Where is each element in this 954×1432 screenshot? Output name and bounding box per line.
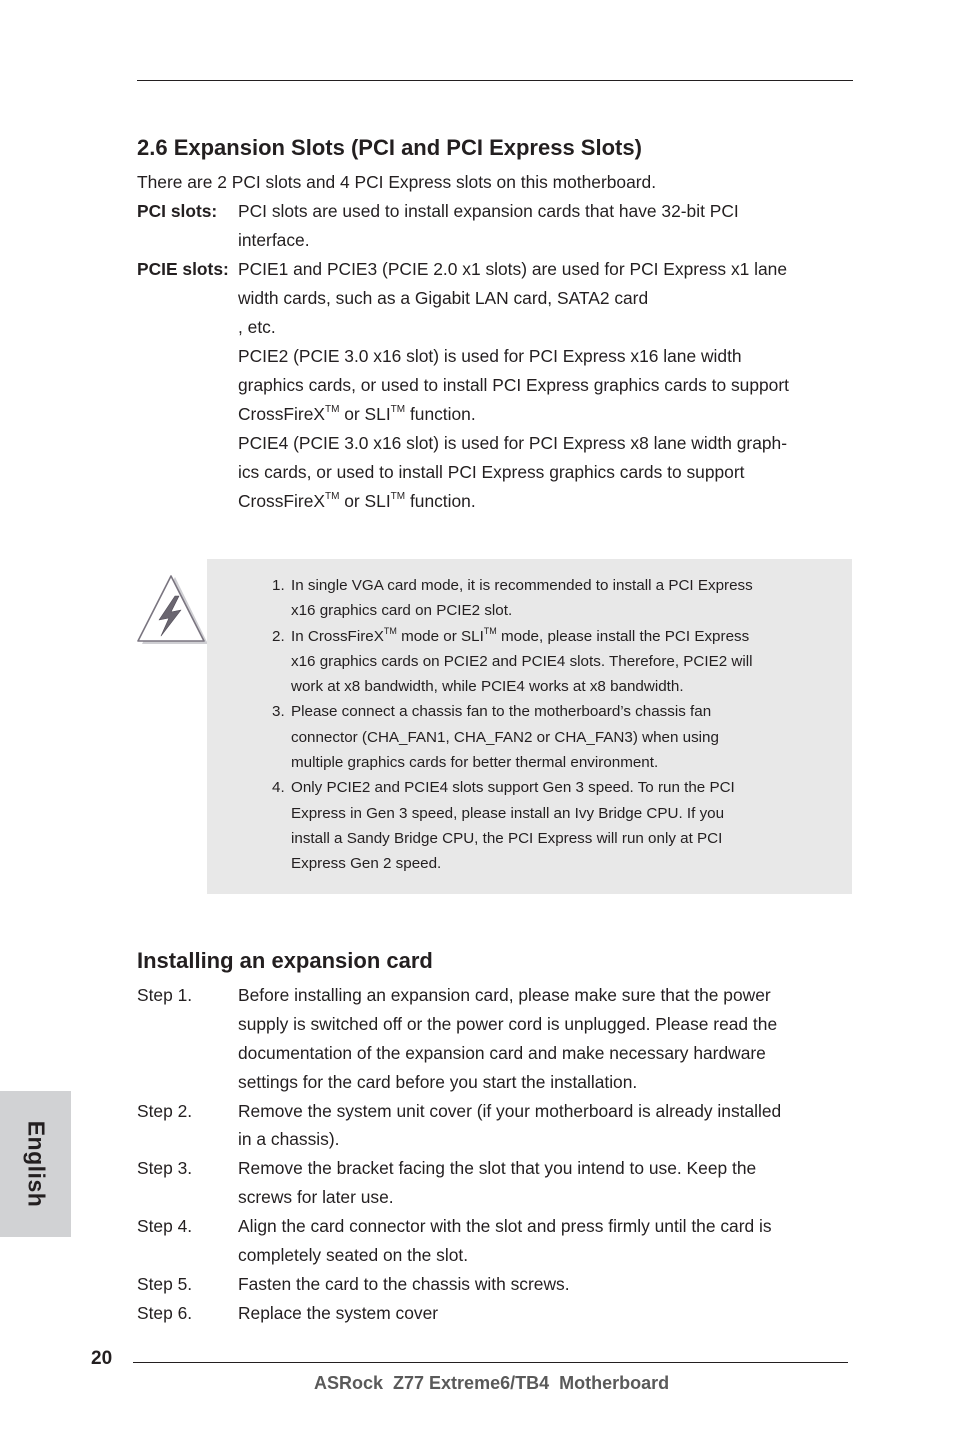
note-line: In single VGA card mode, it is recommended to install a PCI Express xyxy=(291,577,753,594)
step-line: Remove the system unit cover (if your motherboard is already installed xyxy=(238,1100,782,1121)
install-step xyxy=(137,1299,853,1328)
step-label: Step 6. xyxy=(137,1302,193,1323)
sli-text: or SLI xyxy=(339,491,391,511)
note-line: Express in Gen 3 speed, please install an Ivy Bridge CPU. If you xyxy=(291,804,725,822)
note-number: 2. xyxy=(272,627,285,645)
pcie-line xyxy=(238,400,853,429)
note-number: 3. xyxy=(272,703,285,721)
install-step xyxy=(137,1270,853,1299)
pci-line: interface. xyxy=(238,230,310,250)
warning-triangle-lightning-icon xyxy=(135,574,209,646)
step-line: in a chassis). xyxy=(238,1129,340,1150)
pcie-line: PCIE2 (PCIE 3.0 x16 slot) is used for PCI Express x16 lane width xyxy=(238,346,742,366)
language-tab xyxy=(0,1091,71,1237)
notes-list xyxy=(272,573,753,877)
trademark-mark: TM xyxy=(483,625,497,636)
note-line: Only PCIE2 and PCIE4 slots support Gen 3 speed. To run the PCI xyxy=(291,779,735,797)
step-line: screws for later use. xyxy=(238,1187,394,1208)
note-text: mode, please install the PCI Express xyxy=(496,627,750,645)
step-line: settings for the card before you start the installation. xyxy=(238,1071,638,1092)
pcie-slots-definition xyxy=(137,255,853,516)
note-line: work at x8 bandwidth, while PCIE4 works at x8 bandwidth. xyxy=(291,678,684,696)
pcie-line: , etc. xyxy=(238,317,276,337)
pci-line: PCI slots are used to install expansion cards that have 32-bit PCI xyxy=(238,201,739,221)
pcie-line: width cards, such as a Gigabit LAN card, SATA2 card xyxy=(238,288,649,308)
pcie-line: PCIE1 and PCIE3 (PCIE 2.0 x1 slots) are used for PCI Express x1 lane xyxy=(238,259,788,279)
install-step xyxy=(137,1212,853,1270)
pcie-slots-description xyxy=(238,255,853,516)
trademark-mark: TM xyxy=(383,625,397,636)
step-line: Remove the bracket facing the slot that you intend to use. Keep the xyxy=(238,1158,757,1179)
step-line: Replace the system cover xyxy=(238,1302,439,1323)
trademark-mark: TM xyxy=(324,491,340,503)
pcie-slots-term: PCIE slots: xyxy=(137,259,229,279)
note-line: Express Gen 2 speed. xyxy=(291,855,442,873)
note-number: 1. xyxy=(272,577,285,594)
section-title: 2.6 Expansion Slots (PCI and PCI Express Slots) xyxy=(137,135,642,160)
note-item xyxy=(272,775,753,876)
sli-text: or SLI xyxy=(339,404,391,424)
note-line xyxy=(291,624,752,649)
pcie-line xyxy=(238,487,853,516)
crossfirex-text: CrossFireX xyxy=(238,404,325,424)
step-line: supply is switched off or the power cord is unplugged. Please read the xyxy=(238,1013,778,1034)
trademark-mark: TM xyxy=(390,404,406,416)
header-rule xyxy=(137,80,853,81)
note-item xyxy=(272,699,753,775)
note-line: Please connect a chassis fan to the motherboard’s chassis fan xyxy=(291,703,712,721)
step-line: Before installing an expansion card, please make sure that the power xyxy=(238,985,771,1005)
step-line: Align the card connector with the slot and press firmly until the card is xyxy=(238,1216,772,1237)
note-number: 4. xyxy=(272,779,285,797)
pcie-line: PCIE4 (PCIE 3.0 x16 slot) is used for PCI Express x8 lane width graph- xyxy=(238,433,788,453)
pci-slots-description xyxy=(238,197,853,255)
page-number: 20 xyxy=(91,1348,113,1369)
note-line: multiple graphics cards for better thermal environment. xyxy=(291,754,659,772)
trademark-mark: TM xyxy=(324,404,340,416)
note-line: x16 graphics cards on PCIE2 and PCIE4 slots. Therefore, PCIE2 will xyxy=(291,652,753,670)
install-step xyxy=(137,1154,853,1212)
pci-slots-term: PCI slots: xyxy=(137,201,218,221)
step-line: completely seated on the slot. xyxy=(238,1245,469,1266)
crossfirex-text: CrossFireX xyxy=(238,491,325,511)
step-label: Step 2. xyxy=(137,1100,193,1121)
note-text: mode or SLI xyxy=(396,627,484,645)
pcie-line: graphics cards, or used to install PCI Express graphics cards to support xyxy=(238,375,789,395)
note-item xyxy=(272,624,753,700)
trademark-mark: TM xyxy=(390,491,406,503)
install-step xyxy=(137,981,853,1097)
install-steps xyxy=(137,981,853,1328)
install-title: Installing an expansion card xyxy=(137,948,433,973)
section-intro: There are 2 PCI slots and 4 PCI Express slots on this motherboard. xyxy=(137,172,657,192)
note-text: In CrossFireX xyxy=(291,627,384,645)
note-line: install a Sandy Bridge CPU, the PCI Express will run only at PCI xyxy=(291,829,723,847)
footer-rule xyxy=(133,1362,848,1363)
pcie-line: ics cards, or used to install PCI Express graphics cards to support xyxy=(238,462,745,482)
step-label: Step 3. xyxy=(137,1158,193,1179)
function-text: function. xyxy=(405,491,476,511)
install-step xyxy=(137,1097,853,1155)
note-line: connector (CHA_FAN1, CHA_FAN2 or CHA_FAN3) when using xyxy=(291,728,719,746)
step-label: Step 4. xyxy=(137,1216,193,1237)
function-text: function. xyxy=(405,404,476,424)
pci-slots-definition xyxy=(137,197,853,255)
step-label: Step 5. xyxy=(137,1273,193,1294)
note-line: x16 graphics card on PCIE2 slot. xyxy=(291,602,513,620)
footer-product-name: ASRock Z77 Extreme6/TB4 Motherboard xyxy=(314,1373,670,1393)
language-label: English xyxy=(23,1120,49,1208)
step-line: Fasten the card to the chassis with screws. xyxy=(238,1273,570,1294)
note-item xyxy=(272,573,753,624)
step-line: documentation of the expansion card and make necessary hardware xyxy=(238,1042,766,1063)
step-label: Step 1. xyxy=(137,985,193,1005)
